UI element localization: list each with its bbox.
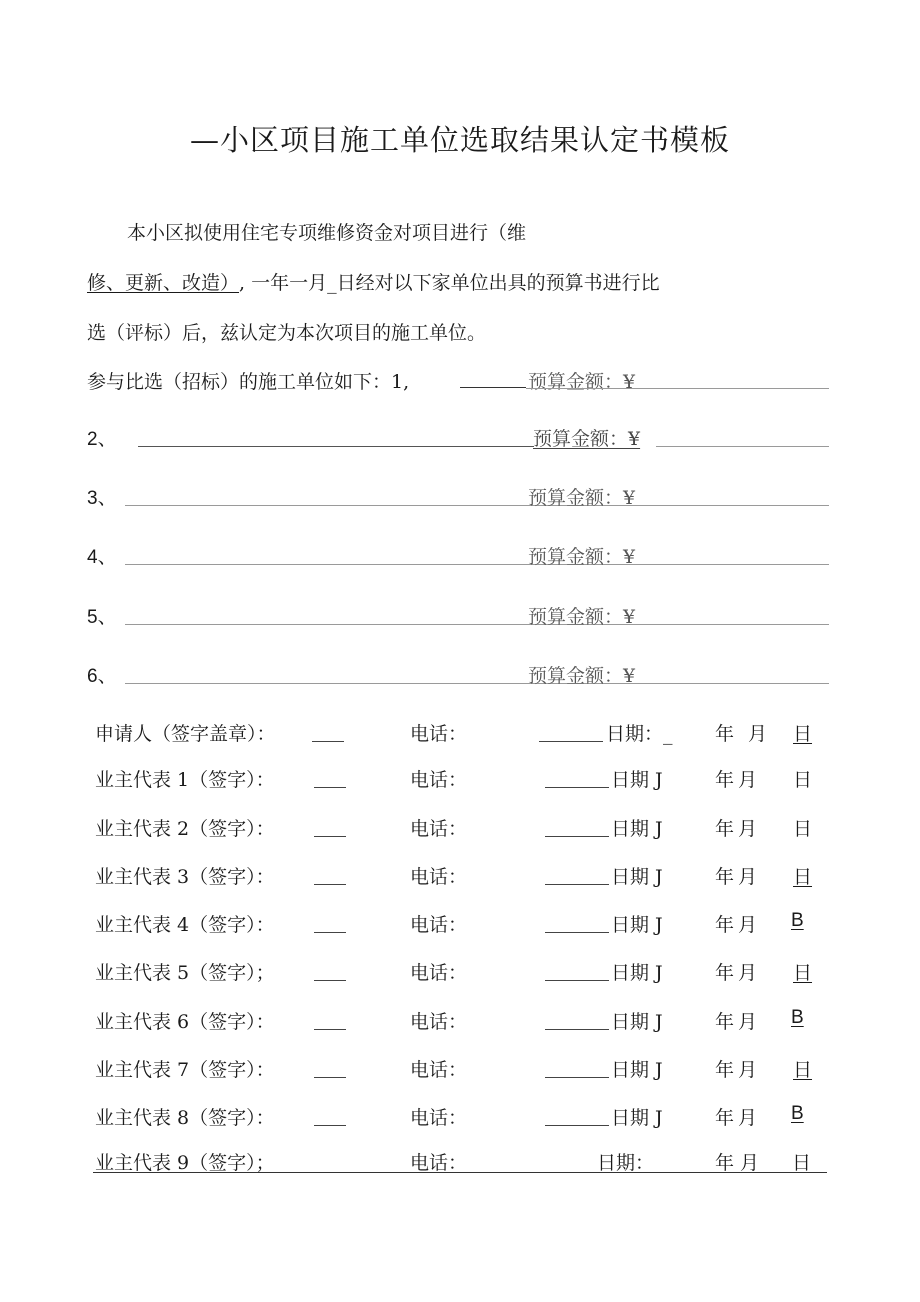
bidder-1-budget-label: 预算金额：¥ <box>528 371 636 393</box>
bidder-3-blank-line[interactable] <box>125 505 829 506</box>
rep-3-signature-blank[interactable] <box>314 884 346 885</box>
bidder-2-number: 2、 <box>87 429 117 450</box>
rep-8-row <box>0 1103 920 1133</box>
rep-3-day-label: 日 <box>793 866 813 888</box>
rep-6-day-label: B <box>791 1007 804 1028</box>
applicant-phone-label: 电话： <box>410 723 468 745</box>
rep-3-month-label: 月 <box>738 866 758 888</box>
rep-7-date-label: 日期 J <box>611 1059 663 1081</box>
bottom-rule <box>93 1172 827 1173</box>
applicant-month-label: 月 <box>748 723 768 745</box>
rep-2-year-label: 年 <box>715 818 735 840</box>
bidder-5-number: 5、 <box>87 607 117 628</box>
bidder-6-blank-line[interactable] <box>125 683 829 684</box>
rep-5-row <box>0 958 920 988</box>
rep-8-month-label: 月 <box>738 1107 758 1129</box>
rep-7-phone-blank[interactable] <box>545 1077 609 1078</box>
rep-2-signature-blank[interactable] <box>314 836 346 837</box>
bidder-2-budget-label: 预算金额：¥ <box>533 428 641 450</box>
rep-2-label: 业主代表 2（签字）： <box>95 818 275 840</box>
rep-3-label: 业主代表 3（签字）： <box>95 866 275 888</box>
rep-5-month-label: 月 <box>738 962 758 984</box>
rep-5-phone-label: 电话： <box>410 962 468 984</box>
rep-2-day-label: 日 <box>793 818 813 840</box>
rep-1-day-label: 日 <box>793 769 813 791</box>
intro-line-1: 本小区拟使用住宅专项维修资金对项目进行（维 <box>127 222 527 244</box>
rep-4-phone-label: 电话： <box>410 914 468 936</box>
rep-8-year-label: 年 <box>715 1107 735 1129</box>
applicant-year-label: 年 <box>715 723 735 745</box>
rep-1-year-label: 年 <box>715 769 735 791</box>
rep-4-phone-blank[interactable] <box>545 932 609 933</box>
applicant-row <box>0 719 920 749</box>
bidder-3-number: 3、 <box>87 488 117 509</box>
rep-6-label: 业主代表 6（签字）： <box>95 1011 275 1033</box>
rep-2-month-label: 月 <box>738 818 758 840</box>
rep-6-date-label: 日期 J <box>611 1011 663 1033</box>
rep-1-row <box>0 765 920 795</box>
rep-6-month-label: 月 <box>738 1011 758 1033</box>
bidder-6-budget-label: 预算金额：¥ <box>528 665 636 687</box>
rep-6-phone-label: 电话： <box>410 1011 468 1033</box>
rep-4-signature-blank[interactable] <box>314 932 346 933</box>
rep-3-phone-label: 电话： <box>410 866 468 888</box>
rep-5-signature-blank[interactable] <box>314 980 346 981</box>
rep-9-year-label: 年 <box>715 1152 735 1174</box>
rep-7-phone-label: 电话： <box>410 1059 468 1081</box>
rep-1-label: 业主代表 1（签字）： <box>95 769 275 791</box>
rep-2-phone-blank[interactable] <box>545 836 609 837</box>
rep-2-phone-label: 电话： <box>410 818 468 840</box>
rep-5-label: 业主代表 5（签字）； <box>95 962 275 984</box>
rep-6-phone-blank[interactable] <box>545 1029 609 1030</box>
intro-line-2 <box>87 268 660 295</box>
rep-8-label: 业主代表 8（签字）： <box>95 1107 275 1129</box>
intro-line-2-rest: , 一年一月_日经对以下家单位出具的预算书进行比 <box>239 272 660 294</box>
bidder-2-name-blank[interactable] <box>138 446 534 447</box>
applicant-signature-blank[interactable] <box>312 741 344 742</box>
page-title: —小区项目施工单位选取结果认定书模板 <box>189 123 730 157</box>
rep-3-year-label: 年 <box>715 866 735 888</box>
rep-7-month-label: 月 <box>738 1059 758 1081</box>
rep-9-phone-label: 电话： <box>410 1152 468 1174</box>
rep-4-date-label: 日期 J <box>611 914 663 936</box>
rep-5-year-label: 年 <box>715 962 735 984</box>
rep-8-phone-label: 电话： <box>410 1107 468 1129</box>
bidder-4-blank-line[interactable] <box>125 564 829 565</box>
rep-2-row <box>0 814 920 844</box>
applicant-phone-blank[interactable] <box>539 741 603 742</box>
rep-9-row <box>0 1148 920 1178</box>
bidder-4-number: 4、 <box>87 547 117 568</box>
intro-work-types: 修、更新、改造） <box>87 272 240 294</box>
rep-2-date-label: 日期 J <box>611 818 663 840</box>
rep-4-day-label: B <box>791 910 804 931</box>
rep-5-date-label: 日期 J <box>611 962 663 984</box>
rep-1-month-label: 月 <box>738 769 758 791</box>
rep-7-label: 业主代表 7（签字）： <box>95 1059 275 1081</box>
rep-3-row <box>0 862 920 892</box>
rep-6-year-label: 年 <box>715 1011 735 1033</box>
bidder-6-number: 6、 <box>87 666 117 687</box>
rep-9-date-label: 日期： <box>597 1152 655 1174</box>
rep-4-row <box>0 910 920 940</box>
rep-4-year-label: 年 <box>715 914 735 936</box>
rep-7-signature-blank[interactable] <box>314 1077 346 1078</box>
rep-9-label: 业主代表 9（签字）； <box>95 1152 275 1174</box>
intro-line-3: 选（评标）后，兹认定为本次项目的施工单位。 <box>87 322 487 344</box>
rep-9-month-label: 月 <box>740 1152 760 1174</box>
rep-3-phone-blank[interactable] <box>545 884 609 885</box>
rep-5-day-label: 日 <box>793 962 813 984</box>
bidder-5-blank-line[interactable] <box>125 624 829 625</box>
rep-8-day-label: B <box>791 1103 804 1124</box>
rep-8-signature-blank[interactable] <box>314 1125 346 1126</box>
rep-8-phone-blank[interactable] <box>545 1125 609 1126</box>
rep-7-day-label: 日 <box>793 1059 813 1081</box>
rep-4-label: 业主代表 4（签字）： <box>95 914 275 936</box>
rep-1-date-label: 日期 J <box>611 769 663 791</box>
rep-5-phone-blank[interactable] <box>545 980 609 981</box>
applicant-date-label: 日期：_ <box>606 723 673 745</box>
applicant-day-label: 日 <box>793 723 813 745</box>
rep-7-row <box>0 1055 920 1085</box>
bidder-2-budget-line[interactable] <box>656 446 829 447</box>
rep-1-signature-blank[interactable] <box>314 787 346 788</box>
rep-3-date-label: 日期 J <box>611 866 663 888</box>
rep-8-date-label: 日期 J <box>611 1107 663 1129</box>
rep-7-year-label: 年 <box>715 1059 735 1081</box>
rep-9-day-label: 日 <box>792 1152 812 1174</box>
bidder-3-budget-label: 预算金额：¥ <box>528 487 636 509</box>
bidder-5-budget-label: 预算金额：¥ <box>528 606 636 628</box>
rep-6-signature-blank[interactable] <box>314 1029 346 1030</box>
rep-1-phone-blank[interactable] <box>545 787 609 788</box>
rep-4-month-label: 月 <box>738 914 758 936</box>
applicant-label: 申请人（签字盖章）： <box>95 723 276 745</box>
rep-1-phone-label: 电话： <box>410 769 468 791</box>
bidder-1-name-blank[interactable] <box>460 387 526 388</box>
bidders-lead: 参与比选（招标）的施工单位如下：1, <box>87 371 410 393</box>
bidder-1-budget-line[interactable] <box>526 388 829 389</box>
rep-6-row <box>0 1007 920 1037</box>
bidder-4-budget-label: 预算金额：¥ <box>528 546 636 568</box>
